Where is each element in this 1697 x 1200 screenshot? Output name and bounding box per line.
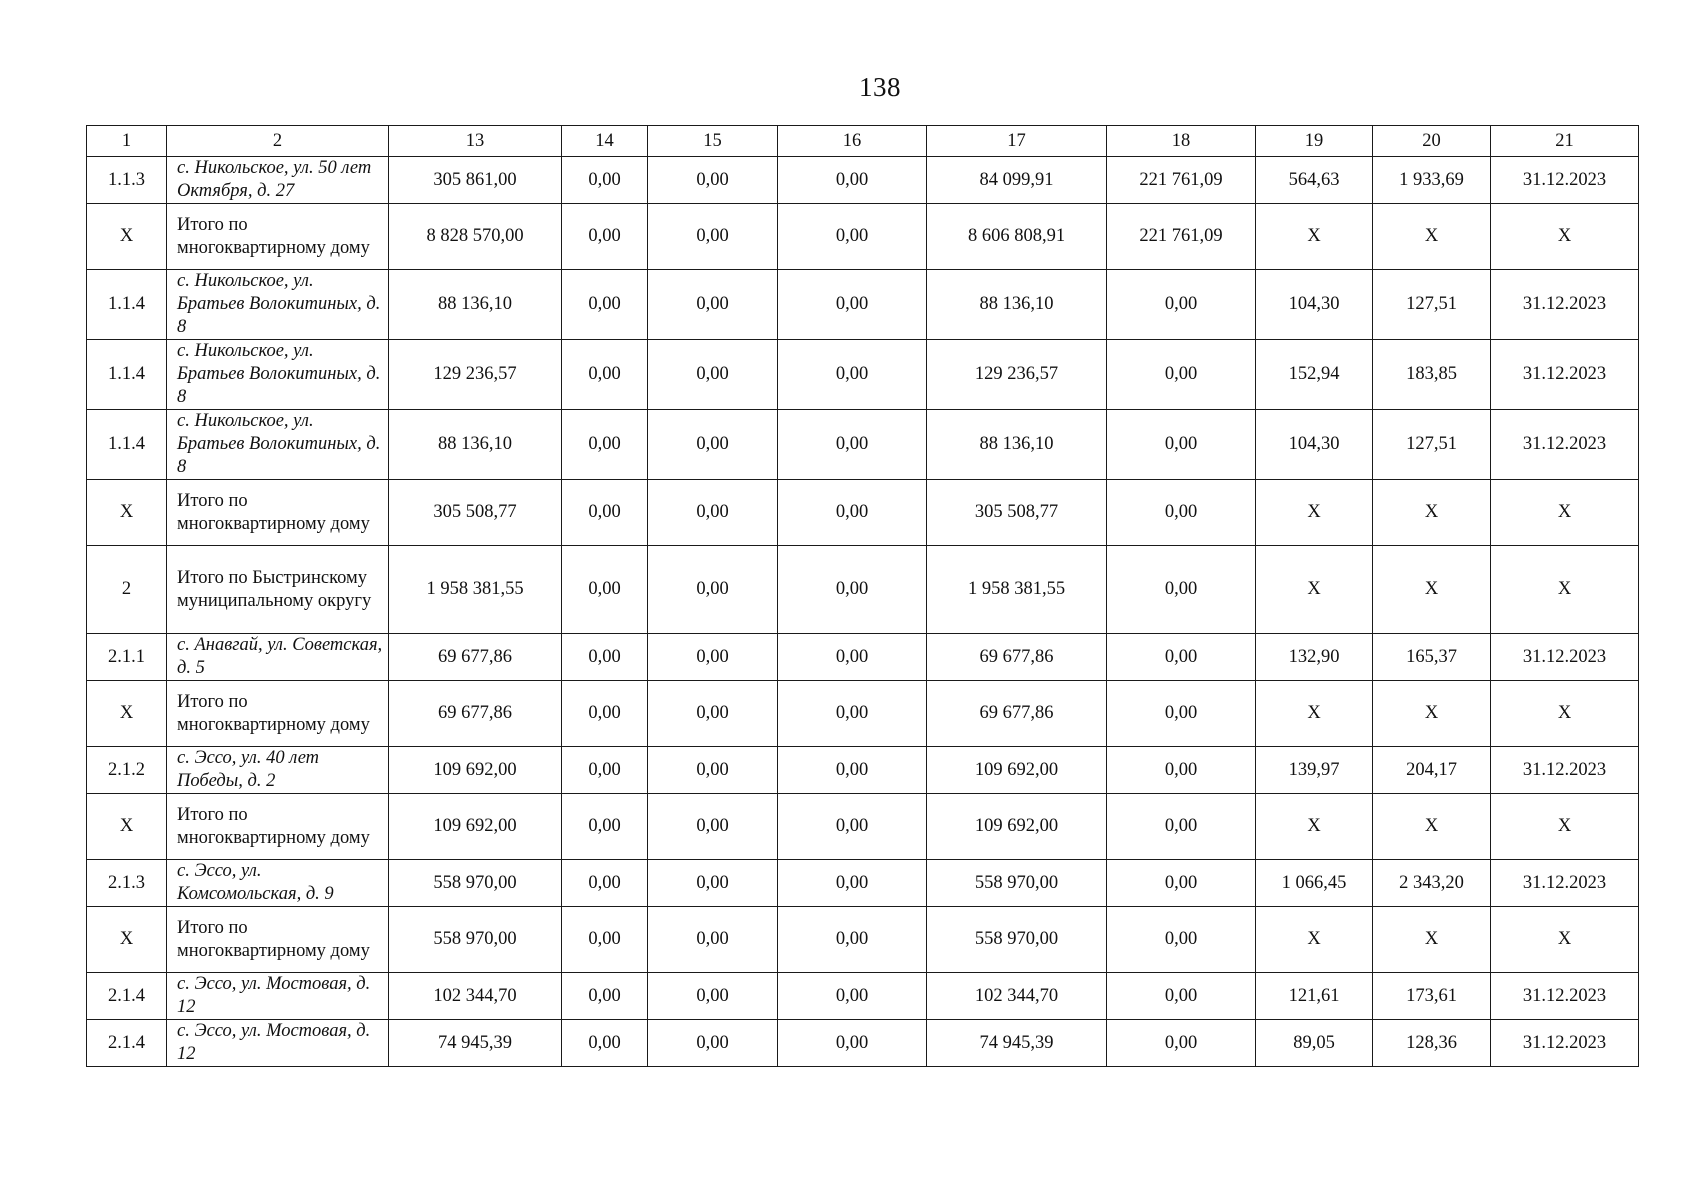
row-number-cell: X bbox=[87, 681, 167, 747]
col-14-cell: 0,00 bbox=[562, 794, 648, 860]
col-16-cell: 0,00 bbox=[778, 410, 927, 480]
header-cell: 18 bbox=[1107, 126, 1256, 157]
col-19-cell: X bbox=[1256, 480, 1373, 546]
col-18-cell: 0,00 bbox=[1107, 410, 1256, 480]
col-20-cell: X bbox=[1373, 794, 1491, 860]
col-21-cell: X bbox=[1491, 546, 1639, 634]
col-20-cell: X bbox=[1373, 681, 1491, 747]
col-18-cell: 0,00 bbox=[1107, 747, 1256, 794]
col-15-cell: 0,00 bbox=[648, 410, 778, 480]
col-21-cell: 31.12.2023 bbox=[1491, 157, 1639, 204]
col-16-cell: 0,00 bbox=[778, 340, 927, 410]
col-19-cell: X bbox=[1256, 546, 1373, 634]
col-20-cell: 2 343,20 bbox=[1373, 860, 1491, 907]
col-13-cell: 305 861,00 bbox=[389, 157, 562, 204]
address-cell: с. Эссо, ул. 40 лет Победы, д. 2 bbox=[167, 747, 389, 794]
col-20-cell: X bbox=[1373, 204, 1491, 270]
col-14-cell: 0,00 bbox=[562, 546, 648, 634]
col-14-cell: 0,00 bbox=[562, 973, 648, 1020]
col-16-cell: 0,00 bbox=[778, 907, 927, 973]
col-17-cell: 88 136,10 bbox=[927, 270, 1107, 340]
col-14-cell: 0,00 bbox=[562, 410, 648, 480]
header-cell: 20 bbox=[1373, 126, 1491, 157]
col-16-cell: 0,00 bbox=[778, 204, 927, 270]
header-cell: 17 bbox=[927, 126, 1107, 157]
address-cell: с. Эссо, ул. Комсомольская, д. 9 bbox=[167, 860, 389, 907]
table-row bbox=[87, 747, 1639, 794]
col-17-cell: 109 692,00 bbox=[927, 747, 1107, 794]
header-cell: 1 bbox=[87, 126, 167, 157]
col-21-cell: 31.12.2023 bbox=[1491, 410, 1639, 480]
address-cell: с. Эссо, ул. Мостовая, д. 12 bbox=[167, 973, 389, 1020]
header-cell: 14 bbox=[562, 126, 648, 157]
col-21-cell: 31.12.2023 bbox=[1491, 340, 1639, 410]
address-cell: с. Никольское, ул. Братьев Волокитиных, д. 8 bbox=[167, 270, 389, 340]
col-16-cell: 0,00 bbox=[778, 1020, 927, 1067]
col-14-cell: 0,00 bbox=[562, 747, 648, 794]
col-13-cell: 1 958 381,55 bbox=[389, 546, 562, 634]
col-14-cell: 0,00 bbox=[562, 1020, 648, 1067]
col-21-cell: 31.12.2023 bbox=[1491, 860, 1639, 907]
col-13-cell: 8 828 570,00 bbox=[389, 204, 562, 270]
col-16-cell: 0,00 bbox=[778, 794, 927, 860]
col-16-cell: 0,00 bbox=[778, 681, 927, 747]
col-20-cell: X bbox=[1373, 480, 1491, 546]
address-cell: с. Никольское, ул. 50 лет Октября, д. 27 bbox=[167, 157, 389, 204]
total-row bbox=[87, 204, 1639, 270]
col-15-cell: 0,00 bbox=[648, 634, 778, 681]
col-15-cell: 0,00 bbox=[648, 860, 778, 907]
col-14-cell: 0,00 bbox=[562, 340, 648, 410]
address-cell: Итого по многоквартирному дому bbox=[167, 204, 389, 270]
col-17-cell: 69 677,86 bbox=[927, 634, 1107, 681]
col-20-cell: 204,17 bbox=[1373, 747, 1491, 794]
col-18-cell: 0,00 bbox=[1107, 1020, 1256, 1067]
col-19-cell: 139,97 bbox=[1256, 747, 1373, 794]
address-cell: Итого по Быстринскому муниципальному округу bbox=[167, 546, 389, 634]
col-19-cell: X bbox=[1256, 794, 1373, 860]
row-number-cell: 2.1.1 bbox=[87, 634, 167, 681]
col-15-cell: 0,00 bbox=[648, 907, 778, 973]
table-row bbox=[87, 340, 1639, 410]
col-20-cell: 165,37 bbox=[1373, 634, 1491, 681]
col-19-cell: 121,61 bbox=[1256, 973, 1373, 1020]
header-row bbox=[87, 126, 1639, 157]
col-18-cell: 221 761,09 bbox=[1107, 204, 1256, 270]
col-13-cell: 129 236,57 bbox=[389, 340, 562, 410]
col-21-cell: X bbox=[1491, 204, 1639, 270]
header-cell: 2 bbox=[167, 126, 389, 157]
total-row bbox=[87, 907, 1639, 973]
col-16-cell: 0,00 bbox=[778, 860, 927, 907]
col-16-cell: 0,00 bbox=[778, 747, 927, 794]
col-14-cell: 0,00 bbox=[562, 157, 648, 204]
col-17-cell: 558 970,00 bbox=[927, 907, 1107, 973]
col-17-cell: 129 236,57 bbox=[927, 340, 1107, 410]
col-15-cell: 0,00 bbox=[648, 794, 778, 860]
col-14-cell: 0,00 bbox=[562, 204, 648, 270]
col-21-cell: X bbox=[1491, 907, 1639, 973]
header-cell: 21 bbox=[1491, 126, 1639, 157]
col-20-cell: X bbox=[1373, 546, 1491, 634]
col-15-cell: 0,00 bbox=[648, 1020, 778, 1067]
col-13-cell: 558 970,00 bbox=[389, 907, 562, 973]
row-number-cell: 2.1.3 bbox=[87, 860, 167, 907]
row-number-cell: 1.1.4 bbox=[87, 270, 167, 340]
col-18-cell: 0,00 bbox=[1107, 480, 1256, 546]
col-17-cell: 558 970,00 bbox=[927, 860, 1107, 907]
col-19-cell: X bbox=[1256, 681, 1373, 747]
col-18-cell: 0,00 bbox=[1107, 681, 1256, 747]
col-20-cell: 183,85 bbox=[1373, 340, 1491, 410]
col-17-cell: 305 508,77 bbox=[927, 480, 1107, 546]
col-17-cell: 102 344,70 bbox=[927, 973, 1107, 1020]
col-14-cell: 0,00 bbox=[562, 860, 648, 907]
table-row bbox=[87, 157, 1639, 204]
row-number-cell: X bbox=[87, 204, 167, 270]
total-row bbox=[87, 794, 1639, 860]
row-number-cell: X bbox=[87, 907, 167, 973]
col-20-cell: X bbox=[1373, 907, 1491, 973]
col-18-cell: 0,00 bbox=[1107, 794, 1256, 860]
col-13-cell: 305 508,77 bbox=[389, 480, 562, 546]
row-number-cell: 1.1.3 bbox=[87, 157, 167, 204]
col-16-cell: 0,00 bbox=[778, 270, 927, 340]
table-row bbox=[87, 634, 1639, 681]
address-cell: Итого по многоквартирному дому bbox=[167, 681, 389, 747]
col-18-cell: 0,00 bbox=[1107, 340, 1256, 410]
col-20-cell: 1 933,69 bbox=[1373, 157, 1491, 204]
col-14-cell: 0,00 bbox=[562, 480, 648, 546]
col-14-cell: 0,00 bbox=[562, 634, 648, 681]
row-number-cell: X bbox=[87, 480, 167, 546]
col-17-cell: 8 606 808,91 bbox=[927, 204, 1107, 270]
col-13-cell: 69 677,86 bbox=[389, 634, 562, 681]
row-number-cell: 2 bbox=[87, 546, 167, 634]
col-15-cell: 0,00 bbox=[648, 340, 778, 410]
address-cell: с. Никольское, ул. Братьев Волокитиных, д. 8 bbox=[167, 340, 389, 410]
table-row bbox=[87, 270, 1639, 340]
total-row bbox=[87, 681, 1639, 747]
col-21-cell: X bbox=[1491, 681, 1639, 747]
col-15-cell: 0,00 bbox=[648, 204, 778, 270]
col-15-cell: 0,00 bbox=[648, 747, 778, 794]
col-21-cell: X bbox=[1491, 794, 1639, 860]
data-table bbox=[86, 125, 1639, 1067]
col-19-cell: X bbox=[1256, 907, 1373, 973]
col-19-cell: 152,94 bbox=[1256, 340, 1373, 410]
col-19-cell: X bbox=[1256, 204, 1373, 270]
header-cell: 19 bbox=[1256, 126, 1373, 157]
col-14-cell: 0,00 bbox=[562, 270, 648, 340]
col-19-cell: 132,90 bbox=[1256, 634, 1373, 681]
col-19-cell: 1 066,45 bbox=[1256, 860, 1373, 907]
col-20-cell: 127,51 bbox=[1373, 410, 1491, 480]
col-20-cell: 127,51 bbox=[1373, 270, 1491, 340]
col-18-cell: 0,00 bbox=[1107, 973, 1256, 1020]
col-13-cell: 109 692,00 bbox=[389, 747, 562, 794]
col-20-cell: 128,36 bbox=[1373, 1020, 1491, 1067]
col-19-cell: 564,63 bbox=[1256, 157, 1373, 204]
col-21-cell: 31.12.2023 bbox=[1491, 634, 1639, 681]
address-cell: Итого по многоквартирному дому bbox=[167, 480, 389, 546]
col-13-cell: 109 692,00 bbox=[389, 794, 562, 860]
col-21-cell: 31.12.2023 bbox=[1491, 747, 1639, 794]
address-cell: с. Анавгай, ул. Советская, д. 5 bbox=[167, 634, 389, 681]
header-cell: 16 bbox=[778, 126, 927, 157]
address-cell: с. Эссо, ул. Мостовая, д. 12 bbox=[167, 1020, 389, 1067]
table-row bbox=[87, 410, 1639, 480]
col-17-cell: 1 958 381,55 bbox=[927, 546, 1107, 634]
col-13-cell: 69 677,86 bbox=[389, 681, 562, 747]
col-16-cell: 0,00 bbox=[778, 157, 927, 204]
col-20-cell: 173,61 bbox=[1373, 973, 1491, 1020]
col-18-cell: 221 761,09 bbox=[1107, 157, 1256, 204]
col-13-cell: 558 970,00 bbox=[389, 860, 562, 907]
col-16-cell: 0,00 bbox=[778, 546, 927, 634]
total-row bbox=[87, 480, 1639, 546]
header-cell: 15 bbox=[648, 126, 778, 157]
row-number-cell: 2.1.4 bbox=[87, 1020, 167, 1067]
col-17-cell: 84 099,91 bbox=[927, 157, 1107, 204]
col-13-cell: 74 945,39 bbox=[389, 1020, 562, 1067]
address-cell: Итого по многоквартирному дому bbox=[167, 907, 389, 973]
col-21-cell: 31.12.2023 bbox=[1491, 973, 1639, 1020]
col-13-cell: 88 136,10 bbox=[389, 270, 562, 340]
row-number-cell: X bbox=[87, 794, 167, 860]
col-18-cell: 0,00 bbox=[1107, 546, 1256, 634]
row-number-cell: 2.1.4 bbox=[87, 973, 167, 1020]
col-19-cell: 89,05 bbox=[1256, 1020, 1373, 1067]
total-row bbox=[87, 546, 1639, 634]
col-18-cell: 0,00 bbox=[1107, 860, 1256, 907]
col-13-cell: 102 344,70 bbox=[389, 973, 562, 1020]
page-number: 138 bbox=[859, 72, 901, 102]
col-15-cell: 0,00 bbox=[648, 681, 778, 747]
address-cell: Итого по многоквартирному дому bbox=[167, 794, 389, 860]
col-18-cell: 0,00 bbox=[1107, 634, 1256, 681]
col-21-cell: X bbox=[1491, 480, 1639, 546]
row-number-cell: 1.1.4 bbox=[87, 340, 167, 410]
col-17-cell: 74 945,39 bbox=[927, 1020, 1107, 1067]
row-number-cell: 1.1.4 bbox=[87, 410, 167, 480]
col-16-cell: 0,00 bbox=[778, 480, 927, 546]
col-14-cell: 0,00 bbox=[562, 907, 648, 973]
col-13-cell: 88 136,10 bbox=[389, 410, 562, 480]
address-cell: с. Никольское, ул. Братьев Волокитиных, д. 8 bbox=[167, 410, 389, 480]
col-17-cell: 69 677,86 bbox=[927, 681, 1107, 747]
table-body bbox=[87, 126, 1639, 1067]
table-row bbox=[87, 1020, 1639, 1067]
col-16-cell: 0,00 bbox=[778, 973, 927, 1020]
header-cell: 13 bbox=[389, 126, 562, 157]
col-14-cell: 0,00 bbox=[562, 681, 648, 747]
col-18-cell: 0,00 bbox=[1107, 270, 1256, 340]
col-18-cell: 0,00 bbox=[1107, 907, 1256, 973]
col-19-cell: 104,30 bbox=[1256, 270, 1373, 340]
col-19-cell: 104,30 bbox=[1256, 410, 1373, 480]
col-21-cell: 31.12.2023 bbox=[1491, 270, 1639, 340]
col-16-cell: 0,00 bbox=[778, 634, 927, 681]
row-number-cell: 2.1.2 bbox=[87, 747, 167, 794]
col-15-cell: 0,00 bbox=[648, 480, 778, 546]
col-15-cell: 0,00 bbox=[648, 157, 778, 204]
col-17-cell: 109 692,00 bbox=[927, 794, 1107, 860]
col-21-cell: 31.12.2023 bbox=[1491, 1020, 1639, 1067]
col-15-cell: 0,00 bbox=[648, 546, 778, 634]
col-17-cell: 88 136,10 bbox=[927, 410, 1107, 480]
table-row bbox=[87, 973, 1639, 1020]
table-row bbox=[87, 860, 1639, 907]
col-15-cell: 0,00 bbox=[648, 270, 778, 340]
col-15-cell: 0,00 bbox=[648, 973, 778, 1020]
